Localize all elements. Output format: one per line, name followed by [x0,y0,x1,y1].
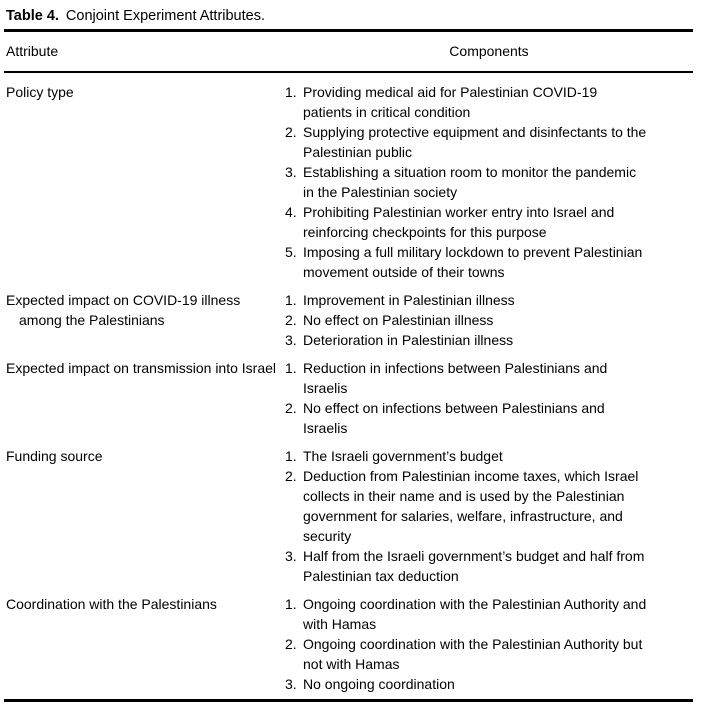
table-caption [6,7,693,26]
attribute-cell [4,72,285,290]
component-number: 3. [285,332,297,348]
table-body [4,72,693,701]
column-header-attribute: Attribute [4,31,285,73]
component-number: 1. [285,84,297,100]
attribute-label: Coordination with the Palestinians [6,596,217,612]
component-item [285,674,649,694]
component-number: 2. [285,312,297,328]
component-text: No effect on infections between Palestinians and Israelis [303,400,605,436]
component-number: 2. [285,468,297,484]
component-item [285,202,649,242]
component-number: 2. [285,400,297,416]
components-cell [285,446,693,594]
component-text: No ongoing coordination [303,676,455,692]
component-item [285,162,649,202]
table-row [4,290,693,358]
component-item [285,82,649,122]
component-item [285,398,649,438]
table-caption-label: Table 4. [6,8,59,24]
component-number: 3. [285,164,297,180]
component-number: 2. [285,636,297,652]
table-row [4,72,693,290]
component-item [285,290,649,310]
component-item [285,446,649,466]
component-number: 2. [285,124,297,140]
component-item [285,122,649,162]
component-item [285,634,649,674]
component-text: Reduction in infections between Palestinians and Israelis [303,360,608,396]
component-number: 4. [285,204,297,220]
table-caption-text: Conjoint Experiment Attributes. [65,8,265,24]
component-item [285,330,649,350]
component-number: 3. [285,676,297,692]
component-text: The Israeli government’s budget [303,448,503,464]
component-item [285,546,649,586]
component-text: Supplying protective equipment and disinfectants to the Palestinian public [303,124,647,160]
component-text: Ongoing coordination with the Palestinian Authority and with Hamas [303,596,647,632]
attribute-label: Funding source [6,448,103,464]
components-cell [285,72,693,290]
attribute-label: Expected impact on transmission into Israel [6,360,277,376]
component-item [285,242,649,282]
component-text: Imposing a full military lockdown to prevent Palestinian movement outside of their towns [303,244,643,280]
attribute-cell [4,290,285,358]
attribute-cell [4,594,285,701]
table-row [4,594,693,701]
component-item [285,310,649,330]
component-item [285,466,649,546]
table-row [4,358,693,446]
component-text: Providing medical aid for Palestinian COVID-19 patients in critical condition [303,84,598,120]
component-number: 3. [285,548,297,564]
component-number: 1. [285,596,297,612]
component-text: Deduction from Palestinian income taxes, which Israel collects in their name and is used by the Palestinian government for salaries, welfare, infrastructure, and security [303,468,639,544]
components-cell [285,290,693,358]
component-text: Deterioration in Palestinian illness [303,332,514,348]
attribute-label: Expected impact on COVID-19 illness among the Palestinians [6,292,241,328]
attribute-cell [4,446,285,594]
component-text: Establishing a situation room to monitor the pandemic in the Palestinian society [303,164,637,200]
attribute-label: Policy type [6,84,74,100]
column-header-components: Components [285,31,693,73]
conjoint-attributes-table [4,29,693,702]
component-number: 1. [285,292,297,308]
component-item [285,594,649,634]
component-item [285,358,649,398]
component-text: Half from the Israeli government’s budget and half from Palestinian tax deduction [303,548,645,584]
attribute-cell [4,358,285,446]
component-text: Improvement in Palestinian illness [303,292,515,308]
components-cell [285,594,693,701]
component-number: 1. [285,360,297,376]
component-text: Ongoing coordination with the Palestinian Authority but not with Hamas [303,636,643,672]
header-row [4,31,693,73]
components-cell [285,358,693,446]
component-text: No effect on Palestinian illness [303,312,494,328]
component-number: 1. [285,448,297,464]
table-header [4,31,693,73]
table-row [4,446,693,594]
component-number: 5. [285,244,297,260]
component-text: Prohibiting Palestinian worker entry into Israel and reinforcing checkpoints for this purpose [303,204,615,240]
